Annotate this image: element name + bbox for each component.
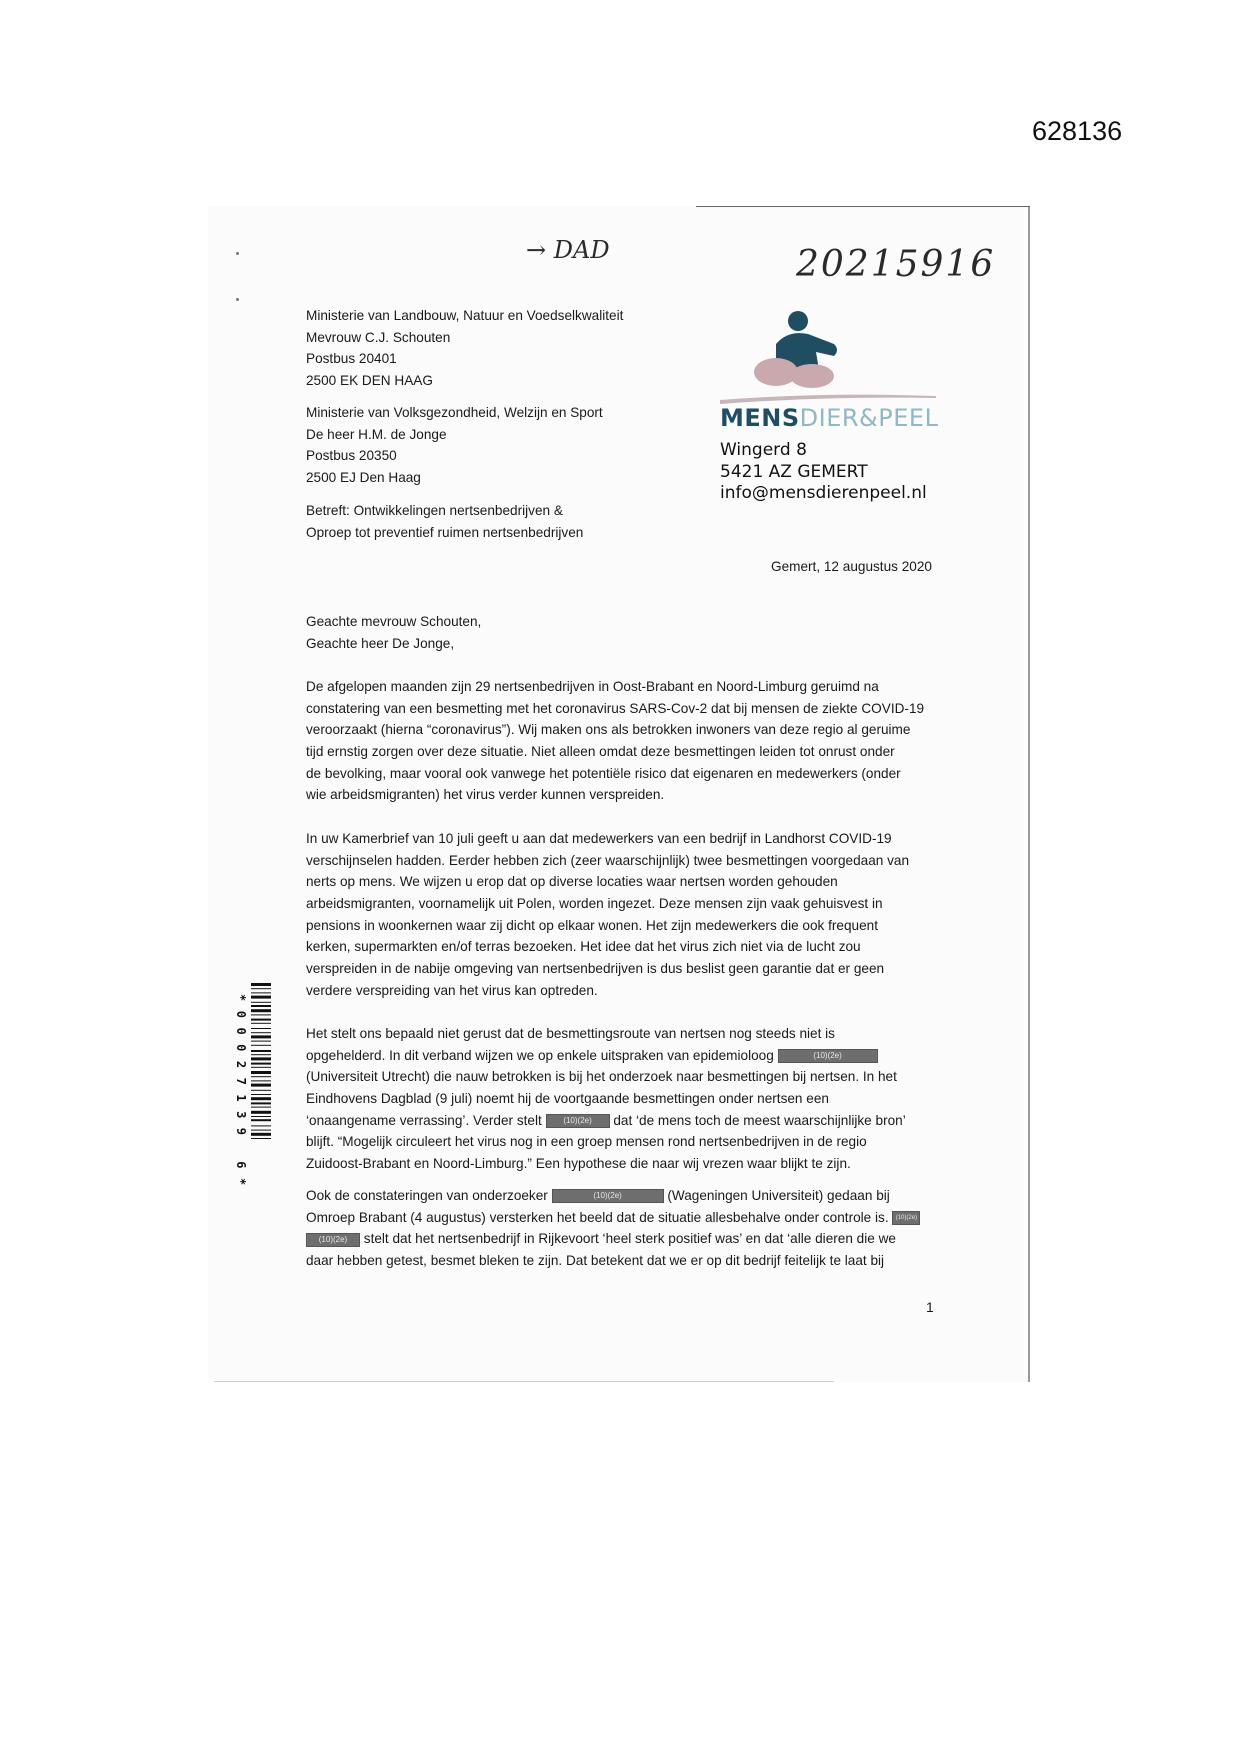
page-number: 1 [926,1299,934,1315]
letter-date: Gemert, 12 augustus 2020 [771,559,932,574]
paragraph-line: kerken, supermarkten en/of terras bezoeken. Het idee dat het virus zich niet via de lucht zou [306,939,861,955]
stamp-mark [236,298,239,301]
barcode-digits: *00027139 6* [234,994,248,1195]
barcode-bar [251,1130,271,1131]
paragraph-line: constatering van een besmetting met het coronavirus SARS-Cov-2 dat bij mensen de ziekte COVID-19 [306,700,925,716]
scan-edge-line [696,206,1030,207]
recipient-line: De heer H.M. de Jonge [306,426,447,442]
document-number: 628136 [1032,116,1123,146]
line-text: stelt dat het nertsenbedrijf in Rijkevoort ‘heel sterk positief was’ en dat ‘alle dieren die we [363,1231,896,1247]
barcode-bar [251,1119,271,1121]
barcode-bar [251,1094,271,1095]
recipient-line: 2500 EJ Den Haag [306,469,421,485]
line-text: Ook de constateringen van onderzoeker [306,1188,548,1203]
paragraph-line: veroorzaakt (hierna “coronavirus”). Wij maken ons als betrokken inwoners van deze regio al geruime [306,722,911,738]
barcode-bar [251,1002,271,1003]
barcode-bar [251,996,271,999]
barcode-bar [251,1057,271,1060]
salutation [306,611,481,654]
barcode-bar [251,1071,271,1074]
barcode-bar [251,1009,271,1012]
recipient-block-lnv [306,305,623,391]
paragraph-2 [306,828,909,1002]
recipient-line: Mevrouw C.J. Schouten [306,329,451,345]
barcode-bar [251,1138,271,1139]
line-text: opgehelderd. In dit verband wijzen we op enkele uitspraken van epidemioloog [306,1047,774,1063]
sender-line: 5421 AZ GEMERT [720,461,868,482]
paragraph-line: daar hebben getest, besmet bleken te zijn. Dat betekent dat we er op dit bedrijf feitelijk te laat bij [306,1253,885,1269]
sender-address [720,440,927,505]
line-text: dat ‘de mens toch de meest waarschijnlijke bron’ [613,1112,906,1128]
handwritten-reference: 20215916 [796,244,996,285]
paragraph-line: wie arbeidsmigranten) het virus verder kunnen verspreiden. [306,787,665,803]
recipient-line: Ministerie van Volksgezondheid, Welzijn en Sport [306,405,603,420]
barcode-bar [251,1090,271,1091]
barcode-bar [251,1116,271,1117]
sender-line: Wingerd 8 [720,440,807,460]
barcode-bar [251,1111,271,1114]
line-text: (Wageningen Universiteit) gedaan bij [667,1188,890,1203]
recipient-line: Postbus 20401 [306,351,397,366]
subject-block [306,500,583,543]
paragraph-line [306,1228,920,1250]
paragraph-line: verdere verspreiding van het virus kan optreden. [306,982,598,998]
barcode-bar [251,1005,271,1007]
barcode-bar [251,1076,271,1077]
redaction-box: (10)(2e) [778,1049,878,1063]
redaction-box: (10)(2e) [552,1189,664,1203]
paragraph-line: blijft. “Mogelijk circuleert het virus nog in een groep mensen rond nertsenbedrijven in de regio [306,1134,867,1150]
paragraph-1 [306,676,924,806]
paragraph-line: arbeidsmigranten, voornamelijk uit Polen, worden ingezet. Deze mensen zijn vaak gehuisvest in [306,896,883,912]
recipient-line: 2500 EK DEN HAAG [306,372,433,388]
paragraph-line: Het stelt ons bepaald niet gerust dat de besmettingsroute van nertsen nog steeds niet is [306,1026,835,1041]
paragraph-line [306,1185,920,1207]
barcode-bar [251,1097,271,1100]
barcode-bar [251,1014,271,1015]
barcode-bar [251,983,271,986]
paragraph-line [306,1207,920,1229]
barcode-bar [251,1028,271,1029]
paragraph-line: In uw Kamerbrief van 10 juli geeft u aan dat medewerkers van een bedrijf in Landhorst COVID-19 [306,831,892,846]
paragraph-line: De afgelopen maanden zijn 29 nertsenbedrijven in Oost-Brabant en Noord-Limburg geruimd na [306,679,879,694]
barcode-bar [251,1035,271,1038]
paragraph-4 [306,1185,920,1272]
barcode-bar [251,1032,271,1033]
paragraph-line: pensions in woonkernen waar zij dicht op elkaar wonen. Het zijn medewerkers die ook frequent [306,917,879,933]
barcode-bar [251,1041,271,1042]
subject-line: Oproep tot preventief ruimen nertsenbedrijven [306,524,584,540]
paragraph-line [306,1110,906,1132]
paragraph-line: verspreiden in de nabije omgeving van nertsenbedrijven is dus beslist geen garantie dat er geen [306,961,885,977]
barcode-bar [251,1045,271,1046]
paragraph-line: nerts op mens. We wijzen u erop dat op diverse locaties waar nertsen worden gehouden [306,874,838,890]
barcode-bar [251,1084,271,1087]
logo-word-light: DIER&PEEL [799,404,939,432]
paragraph-line: tijd ernstig zorgen over deze situatie. Niet alleen omdat deze besmettingen leiden tot onrust onder [306,744,895,760]
barcode-bar [251,988,271,989]
barcode-bar [251,1125,271,1126]
logo-word-bold: MENS [720,404,800,432]
barcode-bar [251,1054,271,1055]
paragraph-line: verschijnselen hadden. Eerder hebben zich (zeer waarschijnlijk) twee besmettingen voorgedaan van [306,852,910,868]
barcode-bar [251,1067,271,1068]
barcode-bar [251,1080,271,1081]
recipient-line: Ministerie van Landbouw, Natuur en Voedselkwaliteit [306,308,624,323]
paragraph-line [306,1045,906,1067]
redaction-box: (10)(2e) [546,1114,610,1128]
barcode-bar [251,1133,271,1136]
barcode-bar [251,1050,271,1052]
stamp-mark [236,252,239,255]
mensdierpeel-logo [716,306,940,408]
line-text: ‘onaangename verrassing’. Verder stelt [306,1112,542,1128]
barcode-bar [251,1023,271,1024]
salutation-line: Geachte heer De Jonge, [306,635,455,651]
sender-email: info@mensdierenpeel.nl [720,483,927,503]
redaction-box: (10)(2e) [892,1211,920,1225]
barcode-bar [251,992,271,993]
logo-wordmark [720,404,938,432]
paragraph-line: de bevolking, maar vooral ook vanwege het potentiële risico dat eigenaren en medewerkers (onder [306,765,901,781]
paragraph-line: (Universiteit Utrecht) die nauw betrokken is bij het onderzoek naar besmettingen bij nertsen. In het [306,1069,897,1085]
line-text: Omroep Brabant (4 augustus) versterken het beeld dat de situatie allesbehalve onder controle is. [306,1209,889,1225]
barcode-bar [251,1107,271,1108]
redaction-box: (10)(2e) [306,1233,360,1247]
barcode-bar [251,1102,271,1104]
recipient-block-vws [306,402,603,488]
scan-edge-line [214,1381,834,1382]
paragraph-line: Zuidoost-Brabant en Noord-Limburg.” Een hypothese die naar wij vrezen waar blijkt te zijn. [306,1156,851,1172]
paragraph-3 [306,1023,906,1175]
paragraph-line: Eindhovens Dagblad (9 juli) noemt hij de voortgaande besmettingen onder nertsen een [306,1091,829,1107]
recipient-line: Postbus 20350 [306,448,397,463]
barcode-bar [251,1063,271,1065]
salutation-line: Geachte mevrouw Schouten, [306,614,482,629]
subject-line: Betreft: Ontwikkelingen nertsenbedrijven & [306,503,563,518]
handwritten-note: → DAD [526,236,610,264]
barcode-bar [251,1019,271,1021]
